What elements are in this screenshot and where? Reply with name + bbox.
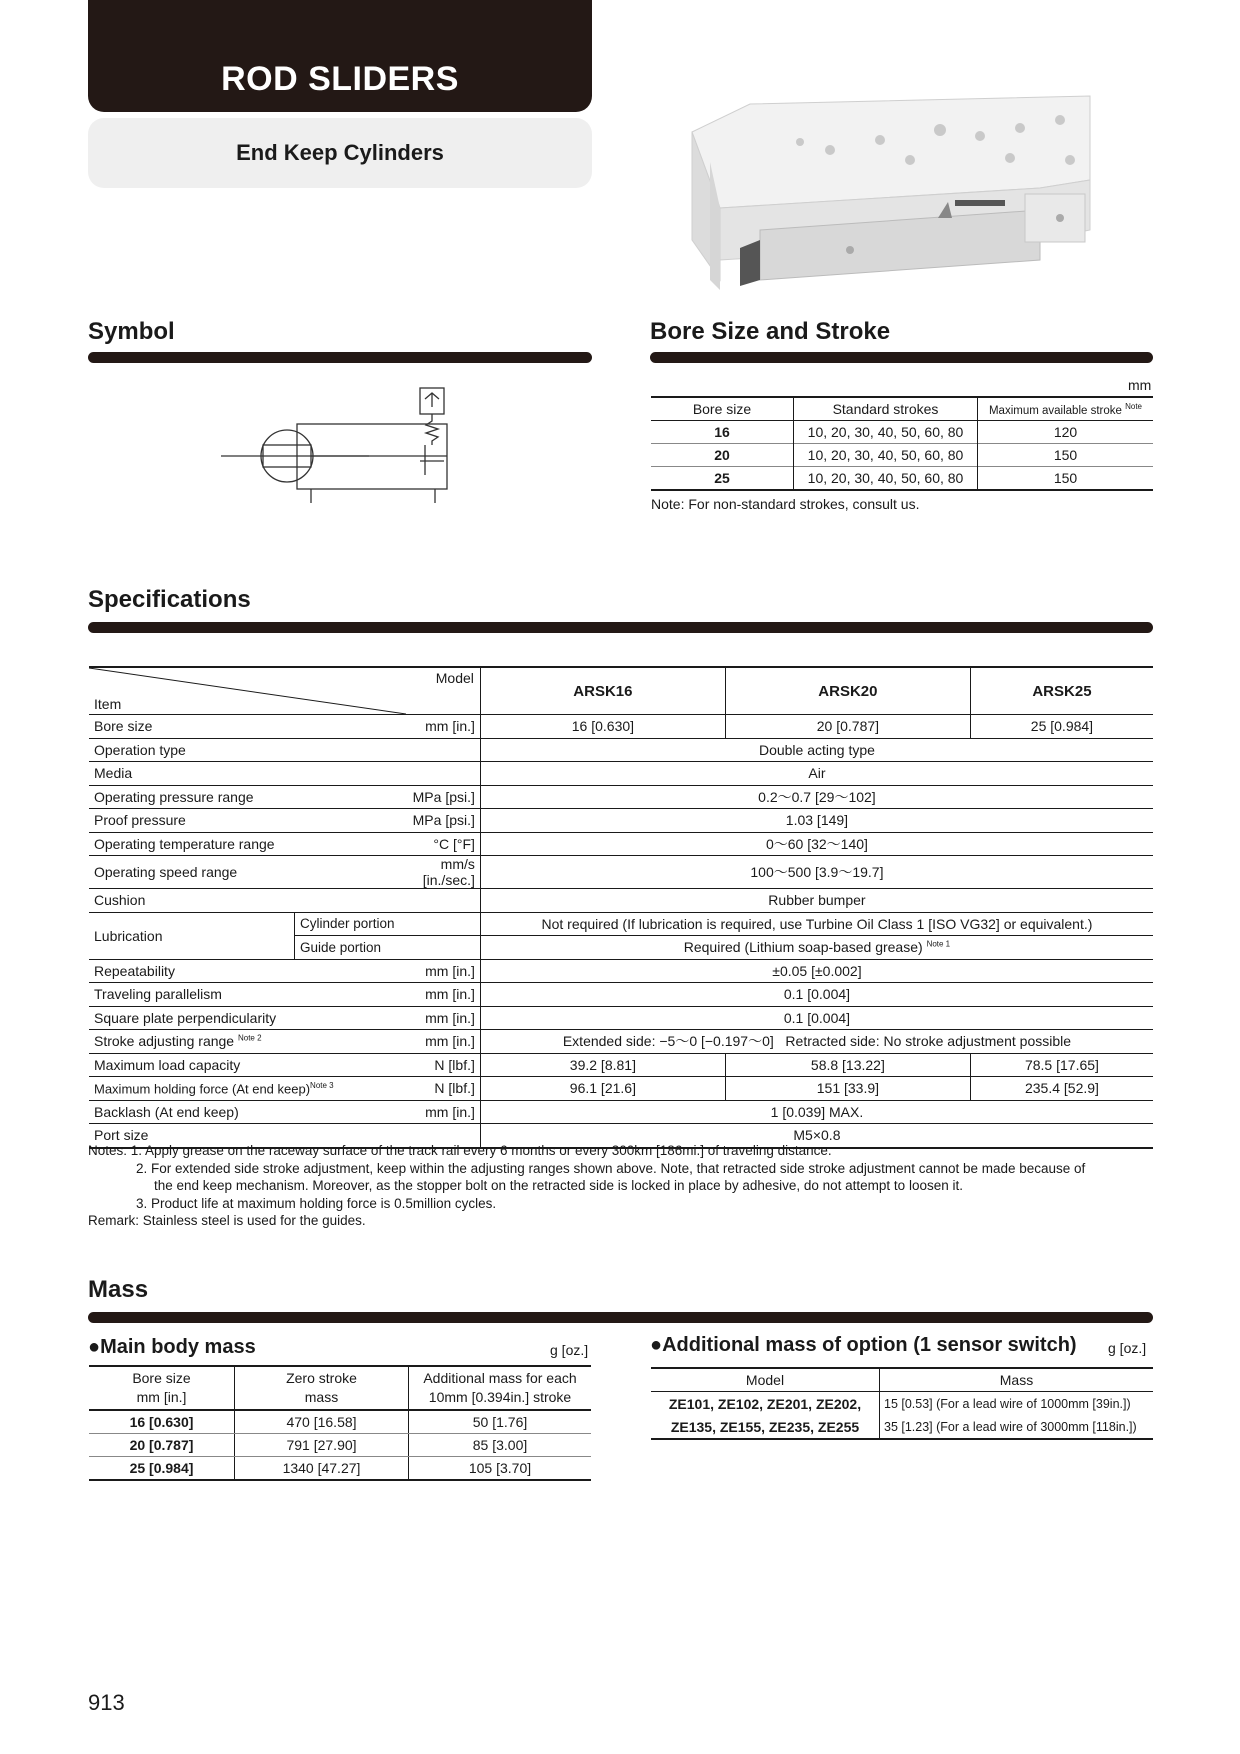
header-line: 10mm [0.394in.] stroke <box>428 1389 572 1405</box>
value-cell: 20 [0.787] <box>725 715 970 739</box>
table-cell: 120 <box>978 421 1154 444</box>
table-cell: 25 [0.984] <box>89 1457 235 1481</box>
header-line: Zero stroke <box>286 1370 357 1386</box>
value-cell: Not required (If lubrication is required, use Turbine Oil Class 1 [ISO VG32] or equivalent.) <box>480 912 1153 936</box>
table-row <box>89 809 1153 833</box>
value-cell: 1.03 [149] <box>480 809 1153 833</box>
page-number: 913 <box>88 1690 125 1715</box>
table-row <box>651 421 1153 444</box>
value-cell: Air <box>480 762 1153 786</box>
bore-stroke-heading: Bore Size and Stroke <box>650 318 891 345</box>
corner-item-label: Item <box>94 696 122 712</box>
row-label: Media <box>89 762 480 786</box>
row-label: Proof pressure <box>89 809 390 833</box>
unit-cell: mm [in.] <box>390 715 481 739</box>
header-line: mass <box>304 1389 339 1405</box>
page-title: ROD SLIDERS <box>221 60 459 98</box>
row-label: Cushion <box>89 889 480 913</box>
table-cell: 150 <box>978 467 1154 491</box>
table-row <box>89 738 1153 762</box>
section-divider <box>88 352 592 363</box>
bore-stroke-table <box>651 396 1153 491</box>
header-line: Additional mass for each <box>423 1370 577 1386</box>
row-label-text: Maximum holding force (At end keep) <box>94 1080 311 1096</box>
table-row <box>651 1392 1153 1416</box>
unit-cell: N [lbf.] <box>390 1077 481 1101</box>
column-header: Mass <box>880 1368 1154 1392</box>
unit-cell: °C [°F] <box>390 832 481 856</box>
unit-label: mm <box>1128 377 1152 393</box>
column-header: Standard strokes <box>794 397 978 421</box>
column-header: Model <box>651 1368 880 1392</box>
corner-model-label: Model <box>435 670 474 686</box>
value-cell: 235.4 [52.9] <box>970 1077 1153 1101</box>
specifications-table <box>89 666 1153 1149</box>
value-cell: 0.1 [0.004] <box>480 983 1153 1007</box>
note-ref: Note 1 <box>926 939 951 949</box>
unit-cell: mm/s [in./sec.] <box>390 856 481 889</box>
table-row <box>651 444 1153 467</box>
value-cell: 0～60 [32～140] <box>480 832 1153 856</box>
main-body-mass-heading <box>88 1336 256 1359</box>
table-cell: ZE135, ZE155, ZE235, ZE255 <box>651 1415 880 1439</box>
note-1: Notes: 1. Apply grease on the raceway surface of the track rail every 6 months or every 300km [186mi.] of traveling distance. <box>88 1143 832 1158</box>
row-label: Operating pressure range <box>89 785 390 809</box>
value-cell: 100～500 [3.9～19.7] <box>480 856 1153 889</box>
bullet-icon: ● <box>650 1334 663 1356</box>
table-header-row <box>651 1368 1153 1392</box>
title-banner <box>88 0 592 112</box>
subheading-text: Main body mass <box>100 1336 256 1358</box>
table-row <box>89 832 1153 856</box>
table-cell: 470 [16.58] <box>235 1410 409 1434</box>
row-label <box>89 1030 390 1054</box>
row-label: Lubrication <box>89 912 295 959</box>
table-row <box>651 1415 1153 1439</box>
unit-cell: mm [in.] <box>390 1100 481 1124</box>
section-divider <box>88 622 1153 633</box>
model-header: ARSK16 <box>480 667 725 715</box>
unit-cell: mm [in.] <box>390 1030 481 1054</box>
subheading-text: Additional mass of option (1 sensor switch) <box>662 1334 1077 1356</box>
table-cell: 16 [0.630] <box>89 1410 235 1434</box>
note-ref: Note 3 <box>310 1080 334 1090</box>
section-divider <box>650 352 1153 363</box>
symbol-heading: Symbol <box>88 318 175 345</box>
table-row <box>89 856 1153 889</box>
sub-row-label: Guide portion <box>295 936 481 960</box>
value-cell: ±0.05 [±0.002] <box>480 959 1153 983</box>
table-row <box>89 1030 1153 1054</box>
unit-label: g [oz.] <box>1108 1340 1147 1356</box>
note-ref: Note 2 <box>237 1033 262 1043</box>
header-line: mm [in.] <box>136 1389 187 1405</box>
value-cell: 0.2～0.7 [29～102] <box>480 785 1153 809</box>
unit-cell: MPa [psi.] <box>390 785 481 809</box>
table-header-row <box>89 1366 591 1410</box>
header-line: Bore size <box>132 1370 191 1386</box>
page-subtitle: End Keep Cylinders <box>88 118 592 188</box>
row-label: Traveling parallelism <box>89 983 390 1007</box>
table-header-row <box>89 667 1153 715</box>
table-cell: 15 [0.53] (For a lead wire of 1000mm [39in.]) <box>880 1392 1154 1416</box>
note-2: 2. For extended side stroke adjustment, keep within the adjusting ranges shown above. Note, that retracted side stroke adjustment cannot be made because of the end keep mechanism. Moreover, as the stopper bolt on the retracted side is locked in place by adhesive, do not attempt to loosen it. <box>136 1160 1086 1193</box>
diagonal-divider <box>89 668 406 714</box>
unit-cell: mm [in.] <box>390 1006 481 1030</box>
row-label: Operation type <box>89 738 480 762</box>
value-cell: 25 [0.984] <box>970 715 1153 739</box>
table-row <box>89 1410 591 1434</box>
row-label-text: Stroke adjusting range <box>94 1033 235 1050</box>
bullet-icon: ● <box>88 1336 101 1358</box>
value-cell <box>480 936 1153 960</box>
main-body-mass-table <box>89 1365 591 1481</box>
row-label: Repeatability <box>89 959 390 983</box>
table-cell: ZE101, ZE102, ZE201, ZE202, <box>668 1395 862 1412</box>
sub-row-label: Cylinder portion <box>295 912 481 936</box>
row-label <box>89 1077 390 1101</box>
value-cell: 96.1 [21.6] <box>480 1077 725 1101</box>
unit-cell: mm [in.] <box>390 983 481 1007</box>
column-header <box>978 397 1154 421</box>
remark: Remark: Stainless steel is used for the guides. <box>88 1213 366 1228</box>
column-header: Bore size <box>692 401 752 417</box>
value-cell: 39.2 [8.81] <box>480 1053 725 1077</box>
value-cell: 0.1 [0.004] <box>480 1006 1153 1030</box>
corner-cell <box>89 667 480 715</box>
row-label: Port size <box>89 1124 480 1148</box>
spec-notes <box>88 1142 1088 1230</box>
table-header-row <box>651 397 1153 421</box>
table-cell: 16 <box>714 424 730 440</box>
table-cell: 50 [1.76] <box>409 1410 592 1434</box>
table-row <box>89 889 1153 913</box>
unit-label: g [oz.] <box>550 1342 589 1358</box>
row-label: Maximum load capacity <box>89 1053 390 1077</box>
table-cell: 85 [3.00] <box>409 1434 592 1457</box>
value-cell: 16 [0.630] <box>480 715 725 739</box>
section-divider <box>88 1312 1153 1323</box>
column-header <box>89 1366 235 1410</box>
model-header: ARSK25 <box>970 667 1153 715</box>
row-label: Square plate perpendicularity <box>89 1006 390 1030</box>
table-row <box>651 467 1153 491</box>
column-header <box>409 1366 592 1410</box>
value-cell: 151 [33.9] <box>725 1077 970 1101</box>
row-label: Bore size <box>89 715 390 739</box>
row-label: Operating speed range <box>89 856 390 889</box>
product-photo <box>680 90 1100 300</box>
table-cell: 791 [27.90] <box>235 1434 409 1457</box>
table-cell: 1340 [47.27] <box>235 1457 409 1481</box>
table-row <box>89 983 1153 1007</box>
table-row <box>89 959 1153 983</box>
table-cell: 25 <box>714 470 730 486</box>
value-cell: M5×0.8 <box>480 1124 1153 1148</box>
option-mass-heading <box>650 1334 1077 1357</box>
unit-cell: mm [in.] <box>390 959 481 983</box>
table-cell: 20 [0.787] <box>89 1434 235 1457</box>
table-cell: 10, 20, 30, 40, 50, 60, 80 <box>794 421 978 444</box>
specifications-heading: Specifications <box>88 586 251 613</box>
value-text: Required (Lithium soap-based grease) <box>683 939 923 956</box>
value-cell: Double acting type <box>480 738 1153 762</box>
table-row <box>89 1100 1153 1124</box>
table-row <box>89 785 1153 809</box>
table-cell: 10, 20, 30, 40, 50, 60, 80 <box>794 444 978 467</box>
model-header: ARSK20 <box>725 667 970 715</box>
table-cell: 10, 20, 30, 40, 50, 60, 80 <box>794 467 978 491</box>
table-row <box>89 762 1153 786</box>
table-cell: 150 <box>978 444 1154 467</box>
table-cell: 35 [1.23] (For a lead wire of 3000mm [118in.]) <box>880 1415 1154 1439</box>
table-row <box>89 912 1153 936</box>
value-cell: 78.5 [17.65] <box>970 1053 1153 1077</box>
table-row <box>89 1006 1153 1030</box>
value-cell: Rubber bumper <box>480 889 1153 913</box>
table-row <box>89 1077 1153 1101</box>
note-ref: Note <box>1125 401 1143 411</box>
table-row <box>89 1457 591 1481</box>
column-header <box>235 1366 409 1410</box>
column-header-text: Maximum available stroke <box>988 404 1122 417</box>
table-row <box>89 1053 1153 1077</box>
row-label: Operating temperature range <box>89 832 390 856</box>
bore-note: Note: For non-standard strokes, consult us. <box>651 496 920 512</box>
option-mass-table <box>651 1367 1153 1440</box>
unit-cell: N [lbf.] <box>390 1053 481 1077</box>
table-cell: 20 <box>714 447 730 463</box>
table-row <box>89 1434 591 1457</box>
row-label: Backlash (At end keep) <box>89 1100 390 1124</box>
value-cell: 58.8 [13.22] <box>725 1053 970 1077</box>
note-3: 3. Product life at maximum holding force is 0.5million cycles. <box>136 1195 497 1211</box>
value-cell: 1 [0.039] MAX. <box>480 1100 1153 1124</box>
unit-cell: MPa [psi.] <box>390 809 481 833</box>
pneumatic-symbol-diagram <box>215 385 455 505</box>
value-cell: Extended side: −5～0 [−0.197～0] Retracted side: No stroke adjustment possible <box>480 1030 1153 1054</box>
table-cell: 105 [3.70] <box>409 1457 592 1481</box>
mass-heading: Mass <box>88 1276 149 1303</box>
table-row <box>89 715 1153 739</box>
